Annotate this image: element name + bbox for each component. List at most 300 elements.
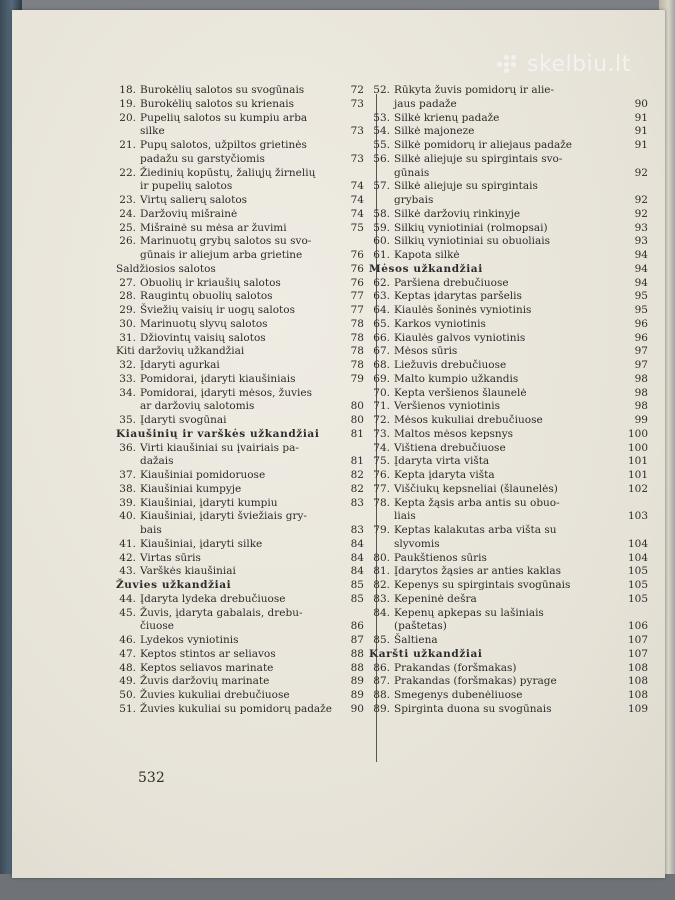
- toc-entry: [116, 552, 201, 565]
- toc-entry-continuation: [140, 400, 254, 413]
- toc-entry-number: 18.: [119, 84, 136, 96]
- toc-entry: [116, 414, 227, 427]
- toc-page-number: 90: [350, 702, 364, 715]
- toc-entry-title: Žuvis daržovių marinate: [140, 675, 270, 688]
- toc-entry-number: 49.: [119, 675, 136, 688]
- toc-entry: [370, 235, 550, 248]
- toc-page-number: 83: [350, 496, 364, 509]
- toc-entry-number: 37.: [119, 469, 136, 481]
- toc-entry-number: 80.: [373, 551, 390, 564]
- toc-entry-title: Pomidorai, įdaryti mėsos, žuvies: [140, 386, 312, 399]
- toc-entry-title: Spirginta duona su svogūnais: [394, 702, 552, 715]
- toc-page-number: 101: [627, 455, 648, 468]
- toc-entry-number: 67.: [373, 345, 390, 358]
- toc-entry: [370, 318, 486, 331]
- toc-entry: [116, 483, 241, 496]
- toc-entry-title: Žiedinių kopūstų, žaliųjų žirnelių: [140, 166, 316, 179]
- toc-page-number: 95: [634, 290, 648, 303]
- toc-entry-title: Džiovintų vaisių salotos: [140, 331, 266, 344]
- toc-page-number: 85: [350, 592, 364, 605]
- toc-entry-number: 26.: [119, 235, 136, 248]
- toc-entry: [370, 222, 548, 235]
- toc-entry-title: Mėsos sūris: [394, 345, 458, 358]
- toc-entry-continuation: [140, 249, 302, 262]
- toc-page-number: 107: [627, 647, 648, 660]
- toc-page-number: 77: [350, 304, 364, 316]
- toc-entry: [116, 235, 311, 248]
- toc-entry: [116, 689, 290, 702]
- toc-entry-title: Silkių vyniotiniai (rolmopsai): [394, 221, 548, 234]
- toc-entry-title: Liežuvis drebučiuose: [394, 359, 507, 371]
- toc-entry-title: Žuvies kukuliai su pomidorų padaže: [140, 702, 332, 715]
- toc-entry-number: 70.: [373, 386, 390, 399]
- toc-entry-continuation: [140, 455, 174, 468]
- toc-entry-title: ar daržovių salotomis: [140, 400, 255, 413]
- toc-entry-number: 24.: [119, 207, 136, 220]
- toc-entry: [116, 648, 276, 661]
- toc-entry-title: Prakandas (foršmakas): [394, 661, 517, 674]
- toc-entry-number: 30.: [119, 317, 136, 330]
- toc-entry: [116, 359, 220, 372]
- toc-entry-title: Įdaryti svogūnai: [140, 414, 227, 426]
- toc-entry-number: 54.: [373, 125, 390, 138]
- toc-entry-title: Kepenys su spirgintais svogūnais: [394, 579, 571, 591]
- toc-entry: [116, 634, 238, 647]
- toc-entry-number: 40.: [119, 510, 136, 523]
- toc-entry-title: Obuolių ir kriaušių salotos: [140, 276, 281, 289]
- toc-entry: [370, 112, 499, 125]
- toc-entry-title: Silkė aliejuje su spirgintais svo-: [394, 152, 563, 165]
- toc-page-number: 104: [627, 537, 648, 550]
- toc-page-number: 99: [634, 414, 648, 426]
- toc-page-number: 98: [634, 400, 648, 413]
- toc-entry: [116, 703, 332, 716]
- toc-entry: [370, 565, 561, 578]
- toc-entry-title: Kepta žąsis arba antis su obuo-: [394, 496, 560, 509]
- toc-entry: [370, 249, 460, 262]
- toc-entry-number: 42.: [119, 551, 136, 564]
- toc-entry-number: 60.: [373, 235, 390, 248]
- toc-entry-title: Paršiena drebučiuose: [394, 276, 509, 289]
- toc-page-number: 91: [634, 111, 648, 124]
- toc-entry: [370, 332, 525, 345]
- toc-section-heading: Saldžiosios salotos: [116, 262, 216, 275]
- toc-page-number: 105: [627, 592, 648, 605]
- toc-entry-title: Silkių vyniotiniai su obuoliais: [394, 235, 551, 248]
- toc-entry-title: Keptos seliavos marinate: [140, 661, 274, 674]
- toc-entry-title: Žuvies kukuliai drebučiuose: [140, 689, 290, 701]
- toc-page-number: 77: [350, 290, 364, 303]
- toc-entry-title: Silkė majoneze: [394, 125, 475, 138]
- toc-entry: [116, 194, 247, 207]
- toc-page-number: 107: [627, 634, 648, 646]
- toc-entry-title: Silkė krienų padaže: [394, 111, 500, 124]
- toc-entry: [116, 318, 268, 331]
- toc-entry-number: 46.: [119, 634, 136, 646]
- toc-page-number: 84: [350, 551, 364, 564]
- toc-entry: [370, 400, 500, 413]
- toc-page-number: 73: [350, 125, 364, 138]
- toc-entry-number: 34.: [119, 386, 136, 399]
- toc-entry: [370, 593, 477, 606]
- toc-page-number: 108: [627, 675, 648, 688]
- toc-entry-number: 59.: [373, 221, 390, 234]
- toc-entry-number: 31.: [119, 331, 136, 344]
- toc-entry-number: 58.: [373, 207, 390, 220]
- toc-entry-title: padažu su garstyčiomis: [140, 152, 265, 165]
- toc-entry-number: 39.: [119, 496, 136, 509]
- toc-entry: [370, 373, 518, 386]
- toc-entry-title: Įdaryta virta višta: [394, 455, 490, 468]
- toc-entry-number: 81.: [373, 565, 390, 578]
- toc-section-heading: Kiti daržovių užkandžiai: [116, 345, 245, 358]
- toc-entry-title: Kiaušiniai, įdaryti kumpiu: [140, 496, 278, 509]
- toc-entry-number: 19.: [119, 97, 136, 110]
- toc-page-number: 98: [634, 372, 648, 385]
- toc-entry: [116, 277, 281, 290]
- toc-entry-title: Keptas įdarytas paršelis: [394, 290, 522, 303]
- toc-entry-title: Kiaulės galvos vyniotinis: [394, 331, 526, 344]
- toc-entry-title: Veršienos vyniotinis: [394, 400, 501, 413]
- toc-page-number: 93: [634, 221, 648, 234]
- toc-entry-title: Mėsos kukuliai drebučiuose: [394, 414, 543, 426]
- toc-page-number: 108: [627, 661, 648, 674]
- toc-entry-continuation: [140, 153, 265, 166]
- toc-entry: [116, 469, 265, 482]
- toc-entry-number: 47.: [119, 647, 136, 660]
- toc-page-number: 88: [350, 647, 364, 660]
- toc-entry: [116, 675, 269, 688]
- toc-entry-number: 83.: [373, 592, 390, 605]
- toc-entry: [116, 304, 295, 317]
- toc-entry-number: 55.: [373, 139, 390, 151]
- toc-entry: [370, 607, 544, 620]
- toc-entry-title: Įdaryti agurkai: [140, 359, 220, 371]
- toc-page-number: 101: [627, 469, 648, 481]
- toc-entry-number: 50.: [119, 689, 136, 701]
- toc-entry-number: 62.: [373, 276, 390, 289]
- toc-page-number: 90: [634, 97, 648, 110]
- toc-entry: [370, 442, 506, 455]
- toc-page-number: 80: [350, 400, 364, 413]
- toc-entry-number: 25.: [119, 221, 136, 234]
- toc-section-heading: Karšti užkandžiai: [369, 647, 483, 660]
- toc-entry: [370, 497, 560, 510]
- toc-entry-continuation: [394, 98, 457, 111]
- toc-entry: [370, 139, 572, 152]
- toc-entry: [116, 387, 312, 400]
- toc-page-number: 73: [350, 152, 364, 165]
- toc-entry: [116, 510, 307, 523]
- toc-entry-title: gūnais ir aliejum arba grietine: [140, 249, 303, 261]
- toc-entry: [370, 387, 527, 400]
- toc-entry-title: Įdarytos žąsies ar anties kaklas: [394, 565, 561, 578]
- toc-entry-number: 74.: [373, 441, 390, 454]
- toc-entry-number: 29.: [119, 304, 136, 316]
- toc-entry-title: Lydekos vyniotinis: [140, 634, 239, 646]
- toc-section-heading: Kiaušinių ir varškės užkandžiai: [116, 427, 320, 440]
- toc-entry-title: liais: [394, 510, 416, 523]
- toc-entry-number: 20.: [119, 111, 136, 124]
- toc-entry: [116, 167, 315, 180]
- toc-entry: [116, 607, 303, 620]
- toc-section-heading: Mėsos užkandžiai: [369, 262, 483, 275]
- toc-page-number: 92: [634, 194, 648, 206]
- toc-entry-number: 68.: [373, 359, 390, 371]
- toc-entry: [116, 662, 273, 675]
- toc-entry: [370, 428, 513, 441]
- toc-entry-title: Prakandas (foršmakas) pyrage: [394, 675, 557, 688]
- toc-entry-continuation: [140, 524, 162, 537]
- toc-entry-title: Burokėlių salotos su svogūnais: [140, 84, 305, 96]
- toc-page-number: 97: [634, 359, 648, 371]
- toc-entry-number: 73.: [373, 427, 390, 440]
- toc-page-number: 73: [350, 97, 364, 110]
- toc-entry: [370, 84, 554, 97]
- toc-entry: [116, 593, 285, 606]
- toc-entry-continuation: [394, 620, 447, 633]
- toc-entry-number: 65.: [373, 317, 390, 330]
- toc-entry: [370, 290, 522, 303]
- toc-entry-title: Pomidorai, įdaryti kiaušiniais: [140, 372, 296, 385]
- toc-entry-number: 22.: [119, 166, 136, 179]
- toc-entry-number: 45.: [119, 606, 136, 619]
- toc-page-number: 94: [634, 249, 648, 261]
- toc-entry-title: Raugintų obuolių salotos: [140, 290, 273, 303]
- toc-entry: [370, 552, 487, 565]
- toc-entry-number: 71.: [373, 400, 390, 413]
- toc-entry-title: Viščiukų kepsneliai (šlaunelės): [394, 482, 558, 495]
- toc-entry-title: Šaltiena: [394, 634, 438, 646]
- toc-entry: [370, 662, 516, 675]
- toc-page-number: 103: [627, 510, 648, 523]
- toc-entry-number: 21.: [119, 139, 136, 151]
- toc-page-number: 106: [627, 620, 648, 633]
- watermark-text: skelbiu.lt: [527, 52, 631, 77]
- toc-entry: [116, 497, 278, 510]
- toc-page-number: 76: [350, 249, 364, 261]
- toc-entry-number: 76.: [373, 469, 390, 481]
- toc-entry-title: Karkos vyniotinis: [394, 317, 486, 330]
- toc-entry-number: 56.: [373, 152, 390, 165]
- toc-page-number: 84: [350, 565, 364, 578]
- toc-entry: [370, 180, 538, 193]
- toc-entry: [370, 469, 495, 482]
- toc-entry-number: 89.: [373, 702, 390, 715]
- toc-entry: [370, 277, 509, 290]
- toc-page-number: 96: [634, 317, 648, 330]
- toc-entry: [370, 634, 438, 647]
- toc-entry-continuation: [394, 167, 429, 180]
- toc-entry-title: Silkė daržovių rinkinyje: [394, 207, 521, 220]
- toc-entry: [370, 414, 543, 427]
- toc-page-number: 87: [350, 634, 364, 646]
- toc-page-number: 78: [350, 345, 364, 358]
- toc-page-number: 81: [350, 427, 364, 440]
- toc-page-number: 104: [627, 551, 648, 564]
- toc-entry-title: Marinuotų slyvų salotos: [140, 317, 268, 330]
- toc-page-number: 108: [627, 689, 648, 701]
- toc-entry-title: Kepenų apkepas su lašiniais: [394, 606, 544, 619]
- toc-page-number: 88: [350, 661, 364, 674]
- toc-page-number: 86: [350, 620, 364, 633]
- toc-page-number: 96: [634, 331, 648, 344]
- toc-entry-number: 41.: [119, 537, 136, 550]
- toc-entry-title: Kiaušiniai, įdaryti silke: [140, 537, 263, 550]
- toc-entry-title: Kiaušiniai pomidoruose: [140, 469, 266, 481]
- toc-entry: [370, 125, 474, 138]
- toc-page-number: 98: [634, 386, 648, 399]
- toc-entry-number: 85.: [373, 634, 390, 646]
- toc-entry-number: 43.: [119, 565, 136, 578]
- toc-entry: [116, 222, 287, 235]
- toc-entry-title: Silkė pomidorų ir aliejaus padaže: [394, 139, 572, 151]
- toc-entry-title: Smegenys dubenėliuose: [394, 689, 523, 701]
- toc-entry-title: bais: [140, 524, 162, 536]
- toc-entry: [370, 153, 562, 166]
- toc-entry-title: Kiaulės šoninės vyniotinis: [394, 304, 532, 316]
- toc-entry: [116, 565, 236, 578]
- toc-entry-title: Pupų salotos, užpiltos grietinės: [140, 139, 307, 151]
- toc-page-number: 92: [634, 207, 648, 220]
- toc-entry-number: 28.: [119, 290, 136, 303]
- toc-entry-number: 87.: [373, 675, 390, 688]
- toc-entry-number: 57.: [373, 180, 390, 193]
- toc-page-number: 89: [350, 689, 364, 701]
- toc-entry-title: Kepta įdaryta višta: [394, 469, 495, 481]
- toc-page-number: 78: [350, 331, 364, 344]
- toc-entry-number: 51.: [119, 702, 136, 715]
- toc-entry-continuation: [140, 180, 232, 193]
- toc-entry-title: Burokėlių salotos su krienais: [140, 97, 295, 110]
- toc-entry-title: Įdaryta lydeka drebučiuose: [140, 592, 286, 605]
- toc-entry-title: Varškės kiaušiniai: [140, 565, 236, 578]
- toc-entry: [370, 703, 552, 716]
- toc-entry-number: 52.: [373, 84, 390, 96]
- toc-page-number: 81: [350, 455, 364, 468]
- toc-entry-number: 53.: [373, 111, 390, 124]
- toc-entry-number: 44.: [119, 592, 136, 605]
- toc-entry-title: Rūkyta žuvis pomidorų ir alie-: [394, 84, 555, 96]
- toc-entry-number: 79.: [373, 524, 390, 536]
- toc-page-number: 74: [350, 194, 364, 206]
- toc-section-heading: Žuvies užkandžiai: [116, 579, 232, 591]
- toc-page-number: 94: [634, 276, 648, 289]
- toc-entry-number: 77.: [373, 482, 390, 495]
- toc-entry: [116, 290, 273, 303]
- toc-entry: [370, 345, 457, 358]
- toc-page-number: 100: [627, 427, 648, 440]
- toc-entry-title: silke: [140, 125, 165, 138]
- toc-entry: [116, 442, 299, 455]
- toc-page-number: 91: [634, 139, 648, 151]
- toc-page-number: 76: [350, 276, 364, 289]
- toc-entry-number: 36.: [119, 441, 136, 454]
- toc-page-number: 82: [350, 482, 364, 495]
- toc-page-number: 100: [627, 441, 648, 454]
- toc-page-number: 74: [350, 180, 364, 193]
- toc-entry-title: Kepeninė dešra: [394, 592, 477, 605]
- toc-entry: [116, 98, 294, 111]
- toc-entry-title: Paukštienos sūris: [394, 551, 487, 564]
- toc-page-number: 84: [350, 537, 364, 550]
- toc-page-number: 94: [634, 262, 648, 275]
- toc-entry: [370, 579, 570, 592]
- toc-entry-title: Malto kumpio užkandis: [394, 372, 519, 385]
- toc-entry-title: Virti kiaušiniai su įvairiais pa-: [140, 441, 299, 454]
- toc-entry-title: Žuvis, įdaryta gabalais, drebu-: [140, 606, 303, 619]
- toc-entry-title: grybais: [394, 194, 434, 206]
- toc-entry: [116, 332, 266, 345]
- toc-page-number: 89: [350, 675, 364, 688]
- toc-entry-title: jaus padaže: [394, 97, 457, 110]
- toc-entry-number: 35.: [119, 414, 136, 426]
- toc-page-number: 85: [350, 579, 364, 591]
- toc-page-number: 75: [350, 221, 364, 234]
- toc-entry-number: 64.: [373, 304, 390, 316]
- toc-entry-title: Kepta veršienos šlaunelė: [394, 386, 527, 399]
- toc-entry: [370, 208, 520, 221]
- toc-entry-number: 72.: [373, 414, 390, 426]
- toc-page-number: 105: [627, 565, 648, 578]
- toc-entry-number: 48.: [119, 661, 136, 674]
- toc-page-number: 82: [350, 469, 364, 481]
- toc-entry: [370, 689, 523, 702]
- toc-entry-title: dažais: [140, 455, 174, 468]
- page-number: 532: [138, 770, 165, 786]
- toc-entry-number: 75.: [373, 455, 390, 468]
- toc-page-number: 79: [350, 372, 364, 385]
- toc-page-number: 78: [350, 317, 364, 330]
- toc-entry-title: Vištiena drebučiuose: [394, 441, 506, 454]
- toc-page-number: 83: [350, 524, 364, 536]
- toc-entry-number: 23.: [119, 194, 136, 206]
- toc-entry-title: Keptas kalakutas arba višta su: [394, 524, 557, 536]
- toc-entry-number: 69.: [373, 372, 390, 385]
- toc-entry-number: 66.: [373, 331, 390, 344]
- toc-entry-title: čiuose: [140, 620, 174, 633]
- toc-page-number: 93: [634, 235, 648, 248]
- toc-entry: [116, 208, 237, 221]
- toc-entry: [116, 112, 307, 125]
- toc-entry-continuation: [394, 510, 416, 523]
- toc-entry: [370, 675, 557, 688]
- toc-entry-number: 88.: [373, 689, 390, 701]
- toc-page-number: 95: [634, 304, 648, 316]
- toc-entry-continuation: [394, 538, 440, 551]
- toc-entry: [116, 139, 307, 152]
- toc-entry-title: Maltos mėsos kepsnys: [394, 427, 514, 440]
- toc-entry-number: 82.: [373, 579, 390, 591]
- toc-page-number: 109: [627, 702, 648, 715]
- book-page: [12, 10, 665, 878]
- toc-entry: [116, 373, 295, 386]
- watermark-dots-icon: [497, 55, 523, 73]
- toc-entry-number: 38.: [119, 482, 136, 495]
- toc-page-number: 80: [350, 414, 364, 426]
- toc-entry-title: Daržovių mišrainė: [140, 207, 238, 220]
- toc-page-number: 72: [350, 84, 364, 96]
- toc-entry-title: Silkė aliejuje su spirgintais: [394, 180, 538, 193]
- watermark: [497, 52, 631, 77]
- toc-entry-number: 61.: [373, 249, 390, 261]
- toc-entry-number: 27.: [119, 276, 136, 289]
- toc-entry: [370, 483, 558, 496]
- toc-entry-title: slyvomis: [394, 537, 440, 550]
- toc-entry: [370, 524, 557, 537]
- toc-entry-number: 78.: [373, 496, 390, 509]
- toc-entry-title: ir pupelių salotos: [140, 180, 233, 193]
